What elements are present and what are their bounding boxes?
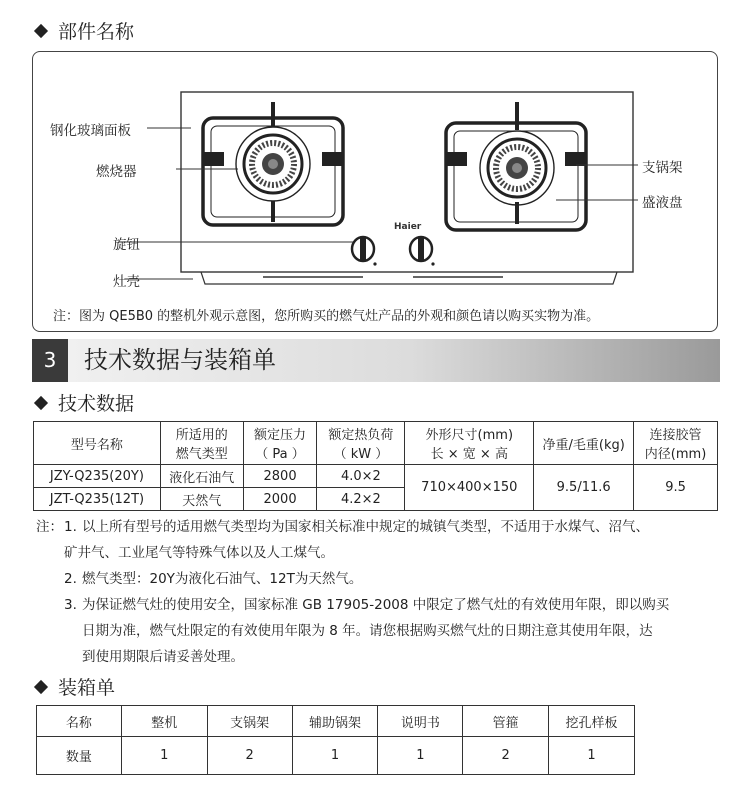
tech-table [33, 421, 718, 511]
diamond-bullet-icon [34, 24, 48, 38]
diamond-bullet-icon [34, 396, 48, 410]
section-title: 技术数据与装箱单 [84, 346, 276, 374]
diagram-note: 注：图为 QE5B0 的整机外观示意图，您所购买的燃气灶产品的外观和颜色请以购买实物为准。 [53, 309, 600, 324]
diamond-bullet-icon [34, 680, 48, 694]
header-hose: 连接胶管 内径(mm) [634, 422, 718, 465]
packing-heading: 装箱单 [36, 673, 115, 700]
header-gas-type: 所适用的 燃气类型 [160, 422, 243, 465]
label-glass-panel: 钢化玻璃面板 [50, 123, 131, 139]
section-number: 3 [32, 339, 68, 382]
size-value: 710×400×150 [405, 465, 534, 511]
header-heat-load: 额定热负荷 （ kW ） [317, 422, 405, 465]
header-pressure: 额定压力 （ Pa ） [243, 422, 317, 465]
packing-table [36, 705, 635, 775]
hose-value: 9.5 [634, 465, 718, 511]
weight-value: 9.5/11.6 [534, 465, 634, 511]
notes-prefix: 注： [36, 519, 63, 535]
label-pot-support: 支锅架 [642, 160, 683, 176]
table-row: JZY-Q235(20Y) 液化石油气 2800 4.0×2 710×400×150 9.5/11.6 9.5 [34, 465, 718, 488]
packing-count-row: 数量 1 2 1 1 2 1 [37, 737, 635, 775]
notes: 注： 1. 以上所有型号的适用燃气类型均为国家相关标准中规定的城镇气类型，不适用于水煤气、沼气、 矿井气、工业尾气等特殊气体以及人工煤气。 2. 燃气类型：20Y为液化石油气、12T为天然气。 3. 为保证燃气灶的使用安全，国家标准 GB 17905-2008 中限定了燃气灶的有效使用年限，即以购买 日期为准，燃气灶限定的有效使用年限为 8 年。请您根据购买燃气灶的日期注意其使用年限，达 到使用期限后请妥善处理。 [36, 519, 670, 665]
packing-header-row: 名称 整机 支锅架 辅助锅架 说明书 管箍 挖孔样板 [37, 706, 635, 737]
tech-header-row [34, 422, 718, 465]
header-dimensions: 外形尺寸(mm) 长 × 宽 × 高 [405, 422, 534, 465]
label-knob: 旋钮 [113, 237, 140, 253]
label-shell: 灶壳 [113, 274, 140, 290]
parts-diagram [32, 51, 718, 332]
tech-heading: 技术数据 [36, 389, 134, 416]
section-banner [32, 339, 720, 382]
label-drip-tray: 盛液盘 [642, 195, 683, 211]
parts-heading: 部件名称 [36, 17, 134, 44]
header-weight: 净重/毛重(kg) [534, 422, 634, 465]
stove-illustration [33, 52, 719, 333]
brand-logo: Haier [394, 222, 422, 232]
table-row: JZT-Q235(12T) 天然气 2000 4.2×2 [34, 488, 718, 511]
label-burner: 燃烧器 [96, 164, 137, 180]
header-model: 型号名称 [34, 422, 161, 465]
